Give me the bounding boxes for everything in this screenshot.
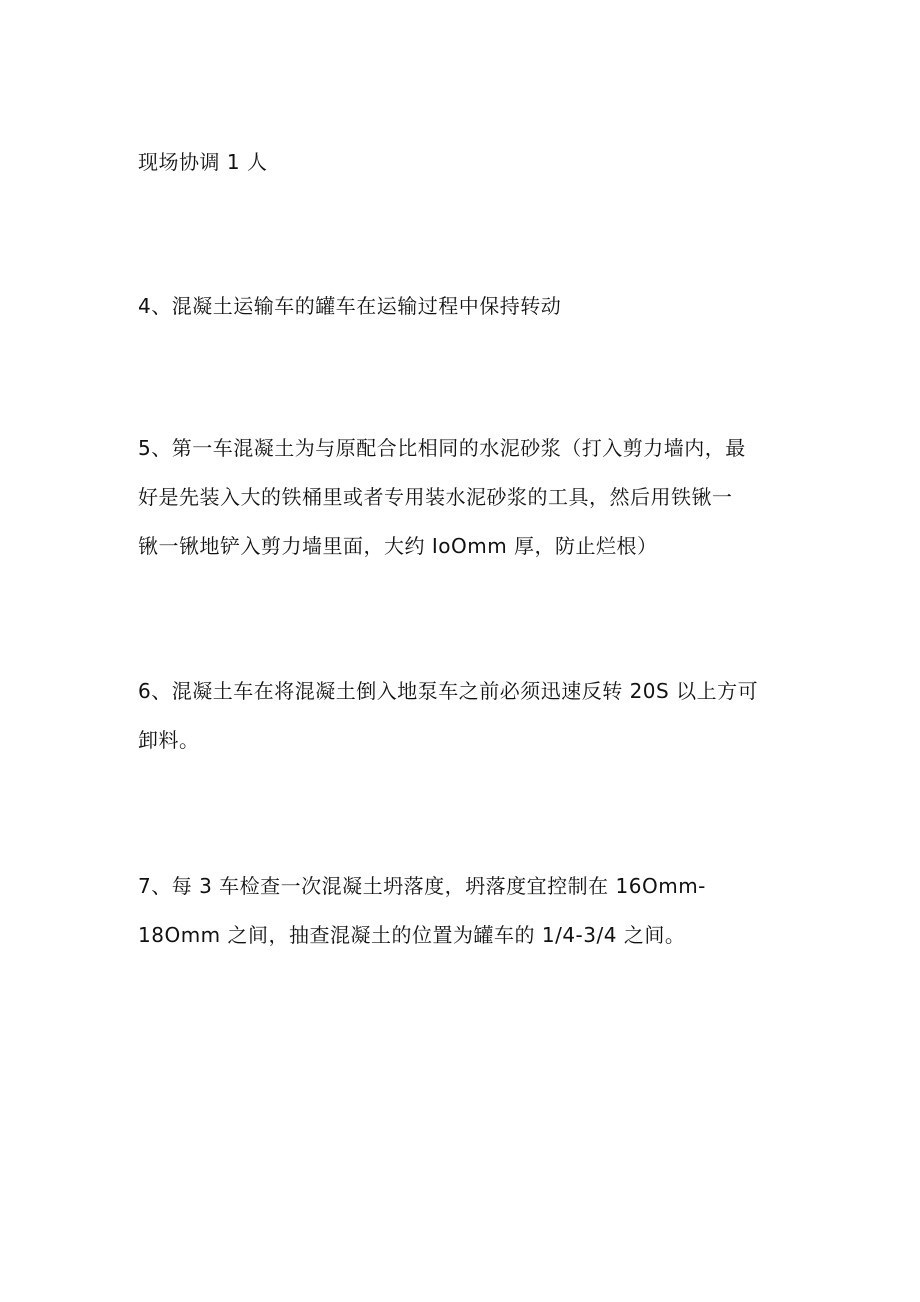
paragraph-6-line-1: 6、混凝土车在将混凝土倒入地泵车之前必须迅速反转 20S 以上方可 (138, 679, 759, 703)
paragraph-6-line-2: 卸料。 (138, 728, 200, 752)
paragraph-5-line-3: 锹一锹地铲入剪力墙里面，大约 IoOmm 厚，防止烂根） (138, 534, 658, 558)
paragraph-7-line-1: 7、每 3 车检查一次混凝土坍落度，坍落度宜控制在 16Omm- (138, 874, 706, 898)
paragraph-7-line-2: 18Omm 之间，抽查混凝土的位置为罐车的 1/4-3/4 之间。 (138, 923, 686, 947)
paragraph-3-staff-line: 现场协调 1 人 (138, 150, 268, 174)
paragraph-4-line-1: 4、混凝土运输车的罐车在运输过程中保持转动 (138, 294, 562, 318)
paragraph-5-line-1: 5、第一车混凝土为与原配合比相同的水泥砂浆（打入剪力墙内，最 (138, 436, 746, 460)
paragraph-5-line-2: 好是先装入大的铁桶里或者专用装水泥砂浆的工具，然后用铁锹一 (138, 485, 733, 509)
